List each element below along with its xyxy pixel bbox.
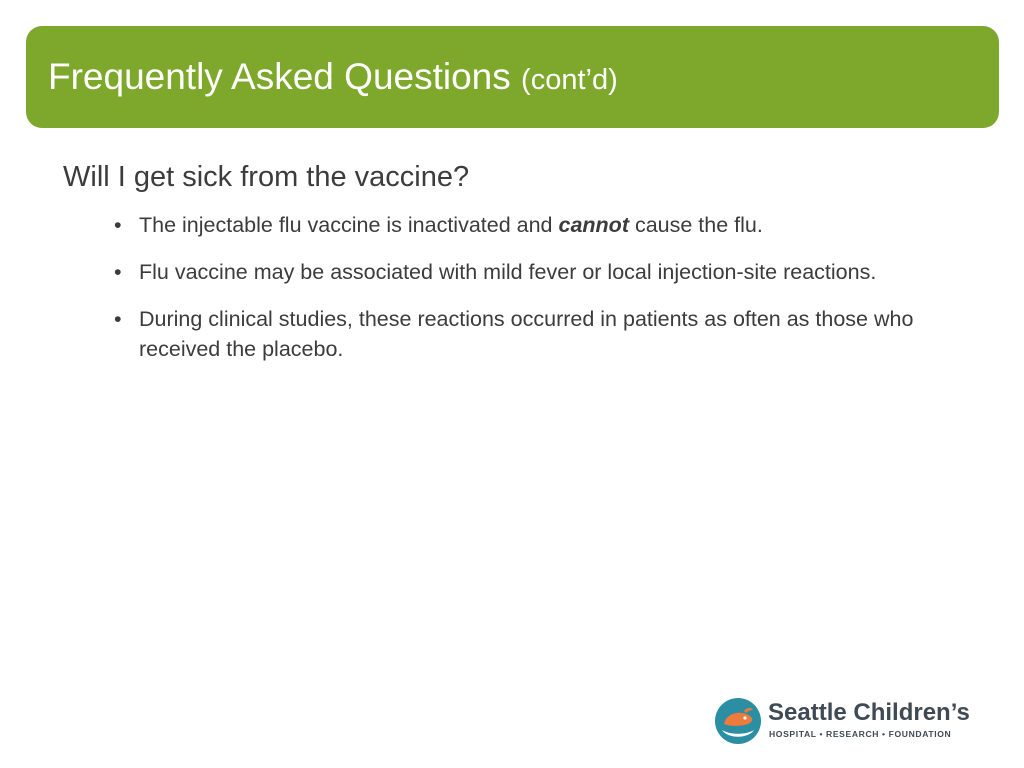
- title-suffix: (cont’d): [521, 64, 618, 96]
- seattle-childrens-logo: [714, 697, 989, 745]
- bullet-item: [114, 210, 944, 240]
- bullet-text: During clinical studies, these reactions occurred in patients as often as those who received the placebo.: [139, 307, 914, 361]
- question-heading: Will I get sick from the vaccine?: [63, 161, 470, 193]
- bullet-text: Flu vaccine may be associated with mild fever or local injection-site reactions.: [139, 260, 877, 284]
- bullet-text-end: cause the flu.: [628, 213, 763, 237]
- slide-content: [63, 161, 963, 381]
- bullet-dot: •: [114, 307, 122, 331]
- bullet-dot: •: [114, 213, 122, 237]
- logo-tagline: HOSPITAL • RESEARCH • FOUNDATION: [769, 729, 952, 739]
- title-bar: [26, 26, 999, 128]
- bullet-item: [114, 304, 944, 364]
- bullet-list: [63, 210, 963, 364]
- whale-logo-icon: [714, 697, 762, 745]
- bullet-dot: •: [114, 260, 122, 284]
- bullet-item: [114, 257, 944, 287]
- bullet-text-start: The injectable flu vaccine is inactivated and: [139, 213, 559, 237]
- logo-name: Seattle Children’s: [768, 699, 970, 726]
- emphasis-word: cannot: [558, 213, 629, 237]
- title-main: Frequently Asked Questions: [48, 56, 511, 97]
- slide-title: [48, 56, 618, 98]
